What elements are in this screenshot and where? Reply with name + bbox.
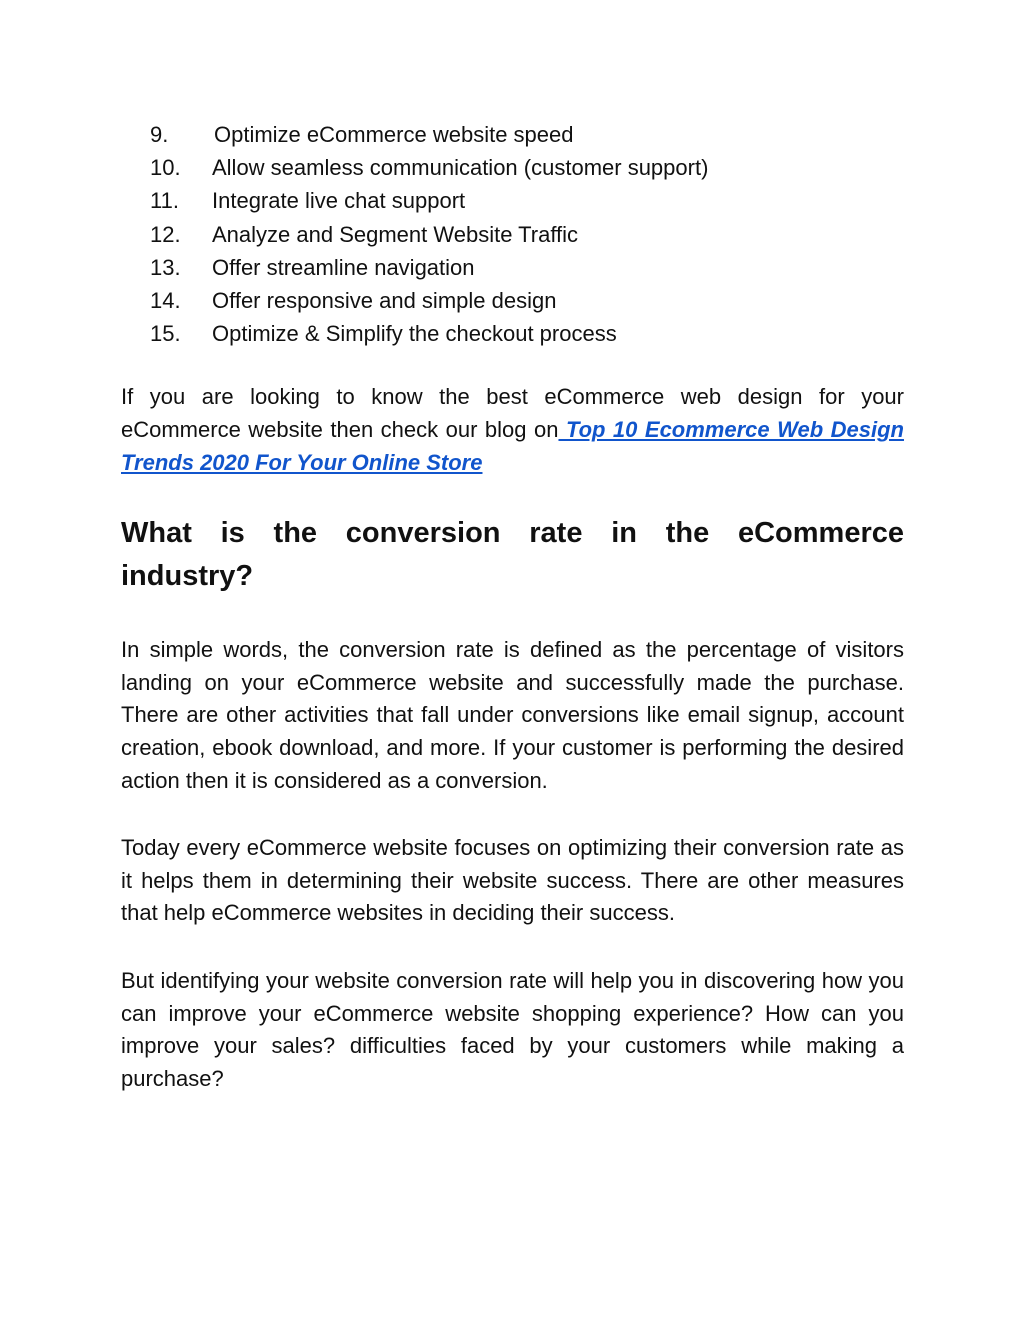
paragraph-conversion-definition: In simple words, the conversion rate is defined as the percentage of visitors landing on your eCommerce website and successfully made the purchase. There are other activities that fall under conversions like email signup, account creation, ebook download, and more. If your customer is performing the desired action then it is considered as a conversion. [121,637,904,793]
intro-text: If you are looking to know the best eCommerce web design for your eCommerce website then check our blog on [121,384,904,443]
list-number: 11. [150,188,179,214]
heading-line-1: What is the conversion rate in the eCommerce [121,517,904,550]
document-content [121,118,904,1095]
list-number: 14. [150,288,181,314]
list-label: Offer responsive and simple design [212,288,557,314]
list-label: Optimize eCommerce website speed [214,122,574,147]
list-item [121,284,904,317]
list-label: Offer streamline navigation [212,254,475,280]
paragraph-conversion-focus: Today every eCommerce website focuses on optimizing their conversion rate as it helps them in determining their website success. There are other measures that help eCommerce websites in deciding their success. [121,835,904,926]
list-item [121,251,904,284]
list-item [121,317,904,350]
list-label: Allow seamless communication (customer support) [212,155,709,181]
list-item [121,184,904,217]
list-number: 9. [150,122,169,147]
blog-link[interactable]: Top 10 Ecommerce Web Design Trends 2020 For Your Online Store [121,417,904,475]
list-label: Optimize & Simplify the checkout process [212,321,617,347]
list-number: 10. [150,155,181,181]
list-number: 13. [150,254,181,280]
paragraph-conversion-benefits: But identifying your website conversion rate will help you in discovering how you can improve your eCommerce website shopping experience? How can you improve your sales? difficulties faced by your customers while making a purchase? [121,967,904,1091]
list-item [121,218,904,251]
list-item [121,151,904,184]
list-number: 12. [150,221,181,247]
heading-line-2: industry? [121,560,254,593]
list-number: 15. [150,321,181,347]
intro-paragraph [121,381,904,479]
numbered-list [121,118,904,350]
list-item [121,118,904,151]
section-heading [121,512,904,598]
list-label: Integrate live chat support [212,188,466,214]
list-label: Analyze and Segment Website Traffic [212,221,579,247]
